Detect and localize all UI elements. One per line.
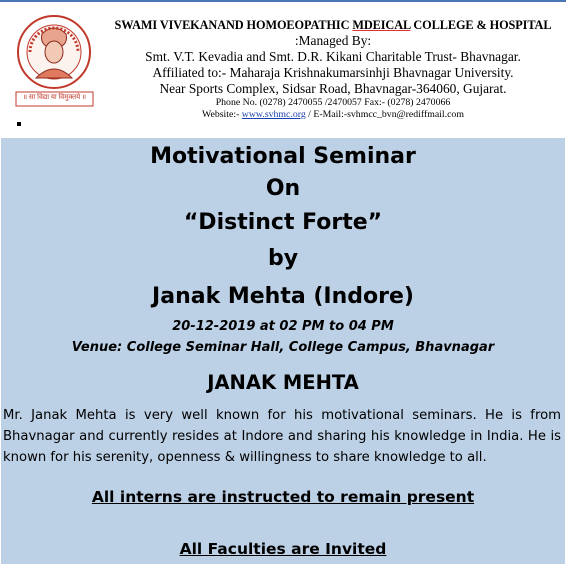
bullet-marker — [17, 122, 21, 126]
logo-motto: ॥ सा विद्या या विमुक्तये ॥ — [22, 93, 87, 101]
speaker-description: Mr. Janak Mehta is very well known for his motivational seminars. He is from Bhavnagar and currently resides at Indore and sharing his knowledge in India. He is known for his serenity, openness & willingness to share knowledge to all. — [3, 408, 561, 465]
trust-name: Smt. V.T. Kevadia and Smt. D.R. Kikani Charitable Trust- Bhavnagar. — [145, 49, 521, 64]
speaker-heading: JANAK MEHTA — [207, 371, 359, 394]
letterhead — [0, 2, 566, 138]
event-venue: Venue: College Seminar Hall, College Campus, Bhavnagar — [71, 340, 495, 355]
contact-line: Website:- www.svhmc.org / E-Mail:-svhmcc_bvn@rediffmail.com — [202, 109, 464, 120]
college-logo — [12, 12, 97, 112]
letterhead-text — [100, 18, 566, 121]
college-name: SWAMI VIVEKANAND HOMOEOPATHIC MDEICAL COLLEGE & HOSPITAL — [114, 18, 552, 32]
email: / E-Mail:-svhmcc_bvn@rediffmail.com — [305, 109, 464, 120]
website-link[interactable]: www.svhmc.org — [241, 109, 306, 120]
notice-panel — [1, 138, 565, 564]
speaker-line: Janak Mehta (Indore) — [152, 284, 414, 309]
faculty-notice: All Faculties are Invited — [179, 540, 387, 558]
title-line-4: by — [267, 246, 299, 271]
interns-notice: All interns are instructed to remain present — [91, 488, 475, 506]
event-datetime: 20-12-2019 at 02 PM to 04 PM — [172, 319, 394, 334]
address: Near Sports Complex, Sidsar Road, Bhavnagar-364060, Gujarat. — [159, 81, 507, 96]
title-line-3: “Distinct Forte” — [183, 210, 383, 235]
title-line-2: On — [265, 176, 301, 201]
affiliation: Affiliated to:- Maharaja Krishnakumarsinhji Bhavnagar University. — [152, 65, 514, 80]
phone-fax: Phone No. (0278) 2470055 /2470057 Fax:- (0278) 2470066 — [215, 97, 451, 108]
title-line-1: Motivational Seminar — [150, 144, 416, 169]
managed-by: :Managed By: — [294, 33, 372, 48]
